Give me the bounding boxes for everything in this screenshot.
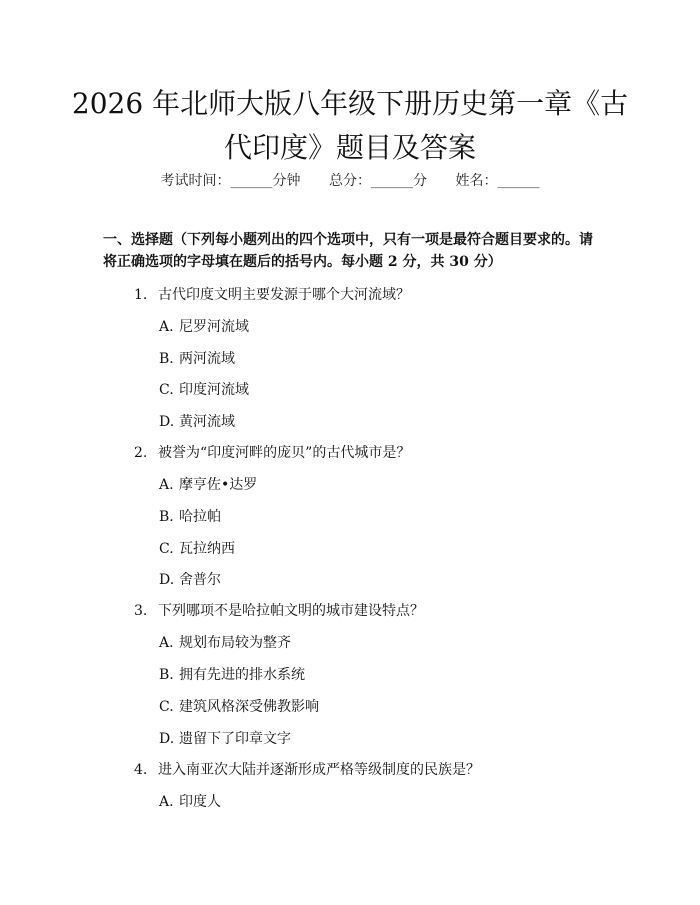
option-text: 规划布局较为整齐 bbox=[179, 635, 291, 651]
option-letter: D. bbox=[159, 414, 175, 430]
option-4a bbox=[159, 791, 221, 811]
option-letter: A. bbox=[159, 319, 174, 335]
option-text: 印度人 bbox=[179, 794, 221, 810]
option-1a bbox=[159, 316, 249, 336]
question-number: 3. bbox=[134, 603, 148, 619]
option-letter: A. bbox=[159, 635, 174, 651]
option-text: 遗留下了印章文字 bbox=[179, 731, 291, 747]
question-1 bbox=[134, 284, 410, 304]
option-letter: B. bbox=[159, 509, 174, 525]
exam-score: 总分：______分 bbox=[329, 173, 427, 189]
exam-time: 考试时间：______分钟 bbox=[160, 173, 301, 189]
option-text: 建筑风格深受佛教影响 bbox=[179, 699, 319, 715]
question-text: 古代印度文明主要发源于哪个大河流域？ bbox=[158, 287, 410, 303]
option-3a bbox=[159, 632, 291, 652]
question-3 bbox=[134, 600, 424, 620]
option-text: 尼罗河流域 bbox=[179, 319, 249, 335]
option-letter: B. bbox=[159, 667, 174, 683]
option-letter: D. bbox=[159, 572, 175, 588]
option-text: 拥有先进的排水系统 bbox=[179, 667, 305, 683]
option-2d bbox=[159, 569, 221, 589]
option-text: 舍普尔 bbox=[179, 572, 221, 588]
title-line-1: 2026 年北师大版八年级下册历史第一章《古 bbox=[71, 87, 629, 120]
option-3d bbox=[159, 728, 291, 748]
document-title bbox=[60, 82, 640, 170]
option-2c bbox=[159, 538, 235, 558]
option-letter: A. bbox=[159, 794, 174, 810]
question-4 bbox=[134, 759, 480, 779]
option-text: 摩亨佐•达罗 bbox=[179, 477, 258, 493]
option-3b bbox=[159, 664, 305, 684]
option-2a bbox=[159, 474, 257, 494]
question-number: 4. bbox=[134, 762, 148, 778]
question-number: 1. bbox=[134, 287, 148, 303]
option-text: 哈拉帕 bbox=[179, 509, 221, 525]
option-text: 黄河流域 bbox=[179, 414, 235, 430]
option-letter: A. bbox=[159, 477, 174, 493]
question-2 bbox=[134, 442, 410, 462]
question-number: 2. bbox=[134, 445, 148, 461]
option-letter: C. bbox=[159, 699, 174, 715]
option-letter: C. bbox=[159, 382, 174, 398]
option-1d bbox=[159, 411, 235, 431]
option-text: 两河流域 bbox=[179, 351, 235, 367]
option-letter: D. bbox=[159, 731, 175, 747]
option-text: 印度河流域 bbox=[179, 382, 249, 398]
option-text: 瓦拉纳西 bbox=[179, 541, 235, 557]
option-1c bbox=[159, 379, 249, 399]
option-3c bbox=[159, 696, 319, 716]
section-heading: 一、选择题（下列每小题列出的四个选项中，只有一项是最符合题目要求的。请将正确选项的字母填在题后的括号内。每小题 2 分，共 30 分） bbox=[103, 232, 593, 270]
exam-info bbox=[0, 170, 700, 190]
exam-name: 姓名：______ bbox=[455, 173, 540, 189]
option-letter: B. bbox=[159, 351, 174, 367]
option-1b bbox=[159, 348, 235, 368]
title-line-2: 代印度》题目及答案 bbox=[223, 131, 476, 164]
option-letter: C. bbox=[159, 541, 174, 557]
option-2b bbox=[159, 506, 221, 526]
question-text: 进入南亚次大陆并逐渐形成严格等级制度的民族是？ bbox=[158, 762, 480, 778]
question-text: 下列哪项不是哈拉帕文明的城市建设特点？ bbox=[158, 603, 424, 619]
question-text: 被誉为“印度河畔的庞贝”的古代城市是？ bbox=[158, 445, 411, 461]
